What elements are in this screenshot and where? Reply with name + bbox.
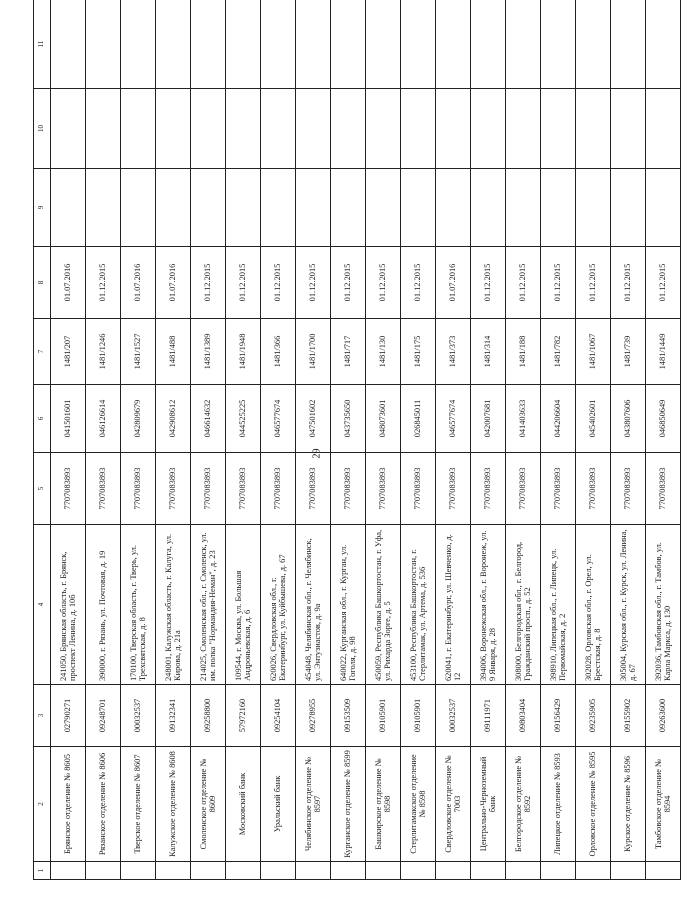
- cell-reg: 1481/1527: [121, 319, 156, 385]
- table-row: [576, 0, 611, 880]
- empty-cell: [261, 89, 296, 169]
- empty-cell: [121, 862, 156, 880]
- empty-cell: [506, 169, 541, 247]
- empty-cell: [541, 862, 576, 880]
- cell-name: Курганское отделение № 8599: [331, 747, 366, 862]
- cell-inn: 7707083893: [86, 453, 121, 525]
- cell-date: 01.07.2016: [51, 247, 86, 319]
- cell-bik: 041403633: [506, 385, 541, 453]
- empty-cell: [121, 169, 156, 247]
- column-header: 11: [34, 0, 51, 89]
- cell-address: 170100, Тверская область, г. Тверь, ул. Трехсвятская, д. 8: [121, 525, 156, 685]
- cell-name: Орловское отделение № 8595: [576, 747, 611, 862]
- cell-code: 02790271: [51, 685, 86, 747]
- empty-cell: [191, 169, 226, 247]
- cell-date: 01.12.2015: [366, 247, 401, 319]
- cell-name: Белгородское отделение № 8592: [506, 747, 541, 862]
- cell-date: 01.12.2015: [191, 247, 226, 319]
- cell-address: 302028, Орловская обл., г. Орел, ул. Брестская, д. 8: [576, 525, 611, 685]
- cell-reg: 1481/130: [366, 319, 401, 385]
- cell-bik: 042007681: [471, 385, 506, 453]
- cell-bik: 046126614: [86, 385, 121, 453]
- empty-cell: [611, 169, 646, 247]
- column-header: 9: [34, 169, 51, 247]
- cell-code: 09263600: [646, 685, 681, 747]
- empty-cell: [471, 89, 506, 169]
- cell-code: 09153509: [331, 685, 366, 747]
- column-header: 7: [34, 319, 51, 385]
- empty-cell: [121, 89, 156, 169]
- table-row: [436, 0, 471, 880]
- table-row: [541, 0, 576, 880]
- empty-cell: [156, 0, 191, 89]
- cell-code: 09248701: [86, 685, 121, 747]
- cell-name: Тамбовское отделение № 8594: [646, 747, 681, 862]
- table-row: [121, 0, 156, 880]
- cell-bik: 042908612: [156, 385, 191, 453]
- empty-cell: [156, 862, 191, 880]
- empty-cell: [331, 862, 366, 880]
- cell-date: 01.12.2015: [401, 247, 436, 319]
- cell-code: 09235905: [576, 685, 611, 747]
- cell-reg: 1481/717: [331, 319, 366, 385]
- cell-reg: 1481/314: [471, 319, 506, 385]
- cell-bik: 042809679: [121, 385, 156, 453]
- cell-inn: 7707083893: [296, 453, 331, 525]
- empty-cell: [51, 0, 86, 89]
- cell-reg: 1481/366: [261, 319, 296, 385]
- cell-name: Рязанское отделение № 8606: [86, 747, 121, 862]
- cell-code: 09111971: [471, 685, 506, 747]
- cell-code: 09155902: [611, 685, 646, 747]
- empty-cell: [226, 862, 261, 880]
- cell-bik: 046850649: [646, 385, 681, 453]
- cell-inn: 7707083893: [576, 453, 611, 525]
- empty-cell: [541, 169, 576, 247]
- cell-date: 01.12.2015: [611, 247, 646, 319]
- table-row: [366, 0, 401, 880]
- cell-bik: 041501601: [51, 385, 86, 453]
- cell-code: 09803404: [506, 685, 541, 747]
- cell-inn: 7707083893: [261, 453, 296, 525]
- cell-address: 392036, Тамбовская обл., г. Тамбов, ул. Карла Маркса, д. 130: [646, 525, 681, 685]
- empty-cell: [86, 169, 121, 247]
- cell-reg: 1481/1449: [646, 319, 681, 385]
- cell-inn: 7707083893: [646, 453, 681, 525]
- cell-inn: 7707083893: [331, 453, 366, 525]
- cell-date: 01.07.2016: [121, 247, 156, 319]
- empty-cell: [226, 169, 261, 247]
- empty-cell: [86, 862, 121, 880]
- empty-cell: [646, 169, 681, 247]
- cell-bik: 044206604: [541, 385, 576, 453]
- cell-inn: 7707083893: [506, 453, 541, 525]
- column-header: 3: [34, 685, 51, 747]
- table-row: [156, 0, 191, 880]
- empty-cell: [296, 0, 331, 89]
- cell-reg: 1481/1948: [226, 319, 261, 385]
- empty-cell: [366, 862, 401, 880]
- cell-reg: 1481/488: [156, 319, 191, 385]
- table-body: [51, 0, 681, 880]
- cell-date: 01.12.2015: [471, 247, 506, 319]
- empty-cell: [541, 0, 576, 89]
- cell-name: Уральский банк: [261, 747, 296, 862]
- cell-address: 620026, Свердловская обл., г. Екатеринбург, ул. Куйбышева, д. 67: [261, 525, 296, 685]
- empty-cell: [86, 89, 121, 169]
- cell-address: 390000, г. Рязань, ул. Почтовая, д. 19: [86, 525, 121, 685]
- empty-cell: [471, 169, 506, 247]
- table-row: [226, 0, 261, 880]
- empty-cell: [436, 862, 471, 880]
- empty-cell: [51, 862, 86, 880]
- cell-date: 01.12.2015: [541, 247, 576, 319]
- cell-date: 01.12.2015: [646, 247, 681, 319]
- empty-cell: [261, 0, 296, 89]
- empty-cell: [51, 89, 86, 169]
- empty-cell: [261, 862, 296, 880]
- cell-inn: 7707083893: [191, 453, 226, 525]
- empty-cell: [401, 169, 436, 247]
- cell-name: Курское отделение № 8596: [611, 747, 646, 862]
- cell-inn: 7707083893: [611, 453, 646, 525]
- empty-cell: [541, 89, 576, 169]
- cell-reg: 1481/1067: [576, 319, 611, 385]
- cell-reg: 1481/373: [436, 319, 471, 385]
- empty-cell: [471, 0, 506, 89]
- cell-reg: 1481/1700: [296, 319, 331, 385]
- table-row: [471, 0, 506, 880]
- cell-bik: 048073601: [366, 385, 401, 453]
- cell-name: Центрально-Черноземный банк: [471, 747, 506, 862]
- column-header: 5: [34, 453, 51, 525]
- cell-reg: 1481/207: [51, 319, 86, 385]
- empty-cell: [576, 0, 611, 89]
- table-row: [506, 0, 541, 880]
- empty-cell: [436, 169, 471, 247]
- empty-cell: [226, 89, 261, 169]
- cell-name: Тверское отделение № 8607: [121, 747, 156, 862]
- empty-cell: [401, 862, 436, 880]
- column-header: 2: [34, 747, 51, 862]
- empty-cell: [156, 89, 191, 169]
- cell-address: 305004, Курская обл., г. Курск, ул. Ленина, д. 67: [611, 525, 646, 685]
- cell-inn: 7707083893: [51, 453, 86, 525]
- cell-reg: 1481/1246: [86, 319, 121, 385]
- cell-date: 01.12.2015: [576, 247, 611, 319]
- empty-cell: [506, 0, 541, 89]
- cell-date: 01.12.2015: [331, 247, 366, 319]
- cell-bik: 026845011: [401, 385, 436, 453]
- empty-cell: [506, 862, 541, 880]
- bank-branches-table: [33, 0, 681, 880]
- cell-name: Калужское отделение № 8608: [156, 747, 191, 862]
- cell-date: 01.07.2016: [436, 247, 471, 319]
- column-header: 6: [34, 385, 51, 453]
- empty-cell: [191, 862, 226, 880]
- empty-cell: [191, 89, 226, 169]
- empty-cell: [646, 0, 681, 89]
- cell-inn: 7707083893: [366, 453, 401, 525]
- cell-address: 453100, Республика Башкортостан, г. Стерлитамак, ул. Артема, д. 536: [401, 525, 436, 685]
- cell-reg: 1481/175: [401, 319, 436, 385]
- empty-cell: [191, 0, 226, 89]
- cell-inn: 7707083893: [471, 453, 506, 525]
- cell-date: 01.07.2016: [156, 247, 191, 319]
- cell-reg: 1481/1389: [191, 319, 226, 385]
- cell-address: 450059, Республика Башкортостан, г. Уфа, ул. Рихарда Зорге, д. 5: [366, 525, 401, 685]
- empty-cell: [646, 862, 681, 880]
- cell-inn: 7707083893: [401, 453, 436, 525]
- cell-date: 01.12.2015: [506, 247, 541, 319]
- column-header: 1: [34, 862, 51, 880]
- empty-cell: [51, 169, 86, 247]
- table-row: [646, 0, 681, 880]
- empty-cell: [261, 169, 296, 247]
- cell-bik: 043807606: [611, 385, 646, 453]
- table-row: [86, 0, 121, 880]
- cell-name: Брянское отделение № 8605: [51, 747, 86, 862]
- cell-date: 01.12.2015: [296, 247, 331, 319]
- cell-address: 620041, г. Екатеринбург, ул. Шевченко, д. 12: [436, 525, 471, 685]
- empty-cell: [331, 169, 366, 247]
- empty-cell: [331, 89, 366, 169]
- table-row: [401, 0, 436, 880]
- cell-name: Башкирское отделение № 8598: [366, 747, 401, 862]
- empty-cell: [156, 169, 191, 247]
- cell-address: 308000, Белгородская обл., г. Белгород, Гражданский просп., д. 52: [506, 525, 541, 685]
- empty-cell: [401, 89, 436, 169]
- empty-cell: [471, 862, 506, 880]
- rotated-table-page: [33, 20, 672, 880]
- cell-code: 57972160: [226, 685, 261, 747]
- cell-bik: 046614632: [191, 385, 226, 453]
- cell-date: 01.12.2015: [226, 247, 261, 319]
- empty-cell: [576, 169, 611, 247]
- cell-bik: 047501602: [296, 385, 331, 453]
- table-row: [261, 0, 296, 880]
- empty-cell: [646, 89, 681, 169]
- cell-inn: 7707083893: [541, 453, 576, 525]
- cell-date: 01.12.2015: [86, 247, 121, 319]
- cell-date: 01.12.2015: [261, 247, 296, 319]
- cell-name: Челябинское отделение № 8597: [296, 747, 331, 862]
- table-row: [51, 0, 86, 880]
- empty-cell: [576, 862, 611, 880]
- cell-code: 09254104: [261, 685, 296, 747]
- empty-cell: [366, 0, 401, 89]
- page-number: 29: [311, 448, 323, 459]
- table-row: [191, 0, 226, 880]
- cell-address: 640022, Курганская обл., г. Курган, ул. Гоголя, д. 98: [331, 525, 366, 685]
- cell-bik: 046577674: [261, 385, 296, 453]
- cell-bik: 043735650: [331, 385, 366, 453]
- empty-cell: [611, 0, 646, 89]
- cell-address: 454048, Челябинская обл., г. Челябинск, ул. Энтузиастов, д. 9а: [296, 525, 331, 685]
- cell-address: 248001, Калужская область, г. Калуга, ул. Кирова, д. 21а: [156, 525, 191, 685]
- empty-cell: [226, 0, 261, 89]
- cell-name: Смоленское отделение № 8609: [191, 747, 226, 862]
- column-header: 8: [34, 247, 51, 319]
- empty-cell: [366, 89, 401, 169]
- cell-address: 109544, г. Москва, ул. Большая Андроньевская, д. 6: [226, 525, 261, 685]
- cell-code: 09156429: [541, 685, 576, 747]
- empty-cell: [436, 0, 471, 89]
- cell-name: Стерлитамакское отделение № 8598: [401, 747, 436, 862]
- empty-cell: [121, 0, 156, 89]
- cell-code: 09132341: [156, 685, 191, 747]
- empty-cell: [366, 169, 401, 247]
- empty-cell: [331, 0, 366, 89]
- empty-cell: [576, 89, 611, 169]
- cell-address: 214025, Смоленская обл., г. Смоленск, ул. им. полка "Нормандия-Неман", д. 23: [191, 525, 226, 685]
- cell-inn: 7707083893: [436, 453, 471, 525]
- cell-code: 00032537: [436, 685, 471, 747]
- column-header: 4: [34, 525, 51, 685]
- empty-cell: [86, 0, 121, 89]
- cell-reg: 1481/739: [611, 319, 646, 385]
- cell-inn: 7707083893: [121, 453, 156, 525]
- cell-reg: 1481/782: [541, 319, 576, 385]
- empty-cell: [296, 169, 331, 247]
- cell-code: 09105901: [366, 685, 401, 747]
- cell-bik: 045402601: [576, 385, 611, 453]
- empty-cell: [296, 89, 331, 169]
- cell-code: 09278955: [296, 685, 331, 747]
- cell-inn: 7707083893: [226, 453, 261, 525]
- cell-inn: 7707083893: [156, 453, 191, 525]
- empty-cell: [296, 862, 331, 880]
- table-row: [331, 0, 366, 880]
- column-header: 10: [34, 89, 51, 169]
- cell-reg: 1481/188: [506, 319, 541, 385]
- empty-cell: [506, 89, 541, 169]
- cell-code: 00032537: [121, 685, 156, 747]
- cell-address: 394006, Воронежская обл., г. Воронеж, ул. 9 Января, д. 28: [471, 525, 506, 685]
- cell-name: Московский банк: [226, 747, 261, 862]
- table-row: [611, 0, 646, 880]
- cell-code: 09258800: [191, 685, 226, 747]
- cell-bik: 044525225: [226, 385, 261, 453]
- cell-name: Липецкое отделение № 8593: [541, 747, 576, 862]
- column-number-row: [34, 0, 51, 880]
- cell-address: 398910, Липецкая обл., г. Липецк, ул. Первомайская, д. 2: [541, 525, 576, 685]
- empty-cell: [401, 0, 436, 89]
- cell-code: 09105901: [401, 685, 436, 747]
- empty-cell: [611, 89, 646, 169]
- cell-bik: 046577674: [436, 385, 471, 453]
- cell-address: 241050, Брянская область, г. Брянск, проспект Ленина, д. 10б: [51, 525, 86, 685]
- cell-name: Свердловское отделение № 7003: [436, 747, 471, 862]
- table-row: [296, 0, 331, 880]
- empty-cell: [611, 862, 646, 880]
- empty-cell: [436, 89, 471, 169]
